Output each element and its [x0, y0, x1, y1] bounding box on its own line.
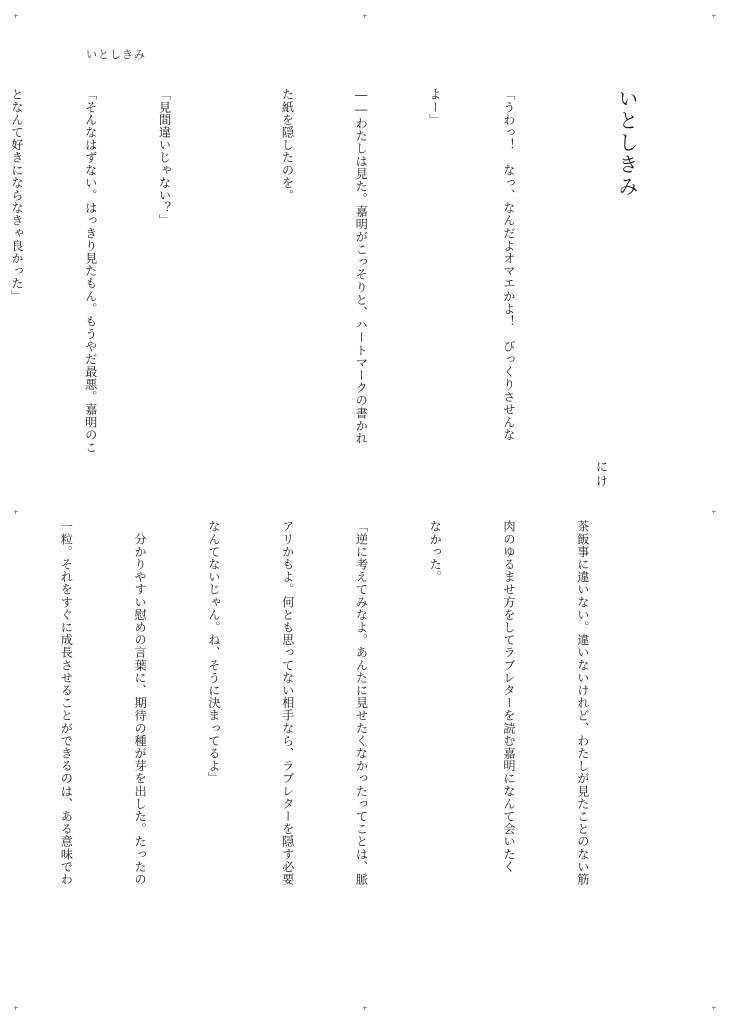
text-line: 「逆に考えてみなよ。あんたに見せたくなかったってことは、脈: [354, 520, 369, 886]
running-head: いとしきみ: [86, 48, 146, 61]
text-line: 「そんなはずない。はっきり見たもん。もうやだ最悪。嘉明のこ: [83, 88, 98, 454]
text-line: なんてないじゃん。ね、そうに決まってるよ」: [206, 520, 221, 785]
text-line: 「うわっ！ なっ、なんだよオマエかよ！ びっくりさせんな: [501, 88, 516, 441]
registration-mark: [712, 510, 716, 514]
registration-mark: [14, 14, 18, 18]
registration-mark: [14, 1006, 18, 1010]
registration-mark: [363, 1006, 367, 1010]
text-line: アリかもよ。何とも思ってない相手なら、ラブレターを隠す必要: [280, 520, 295, 886]
registration-mark: [712, 14, 716, 18]
story-title: いとしきみ: [615, 88, 639, 198]
text-line: た紙を隠したのを。: [280, 88, 295, 202]
registration-mark: [712, 1006, 716, 1010]
text-line: 「見間違いじゃない？」: [157, 88, 172, 227]
registration-mark: [14, 510, 18, 514]
text-line: [0, 520, 5, 950]
text-line: なかった。: [428, 520, 443, 583]
text-line: 分かりやすい慰めの言葉に、期待の種が芽を出した。たったの: [133, 520, 148, 886]
text-line: 一粒。それをすぐに成長させることができるのは、ある意味でわ: [59, 520, 74, 886]
text-line: よー」: [428, 88, 443, 126]
author-name: にけ: [594, 460, 609, 489]
upper-text-block: [0, 88, 570, 498]
text-line: ――わたしは見た。嘉明がこっそりと、ハートマークの書かれ: [354, 88, 369, 445]
registration-mark: [363, 14, 367, 18]
text-line: となんて好きにならなきゃ良かった」: [9, 88, 24, 303]
lower-text-block: [0, 520, 644, 950]
text-line: 茶飯事に違いない。違いないけれど、わたしが見たことのない筋: [575, 520, 590, 886]
text-line: 肉のゆるませ方をしてラブレターを読む嘉明になんて会いたく: [502, 520, 517, 873]
